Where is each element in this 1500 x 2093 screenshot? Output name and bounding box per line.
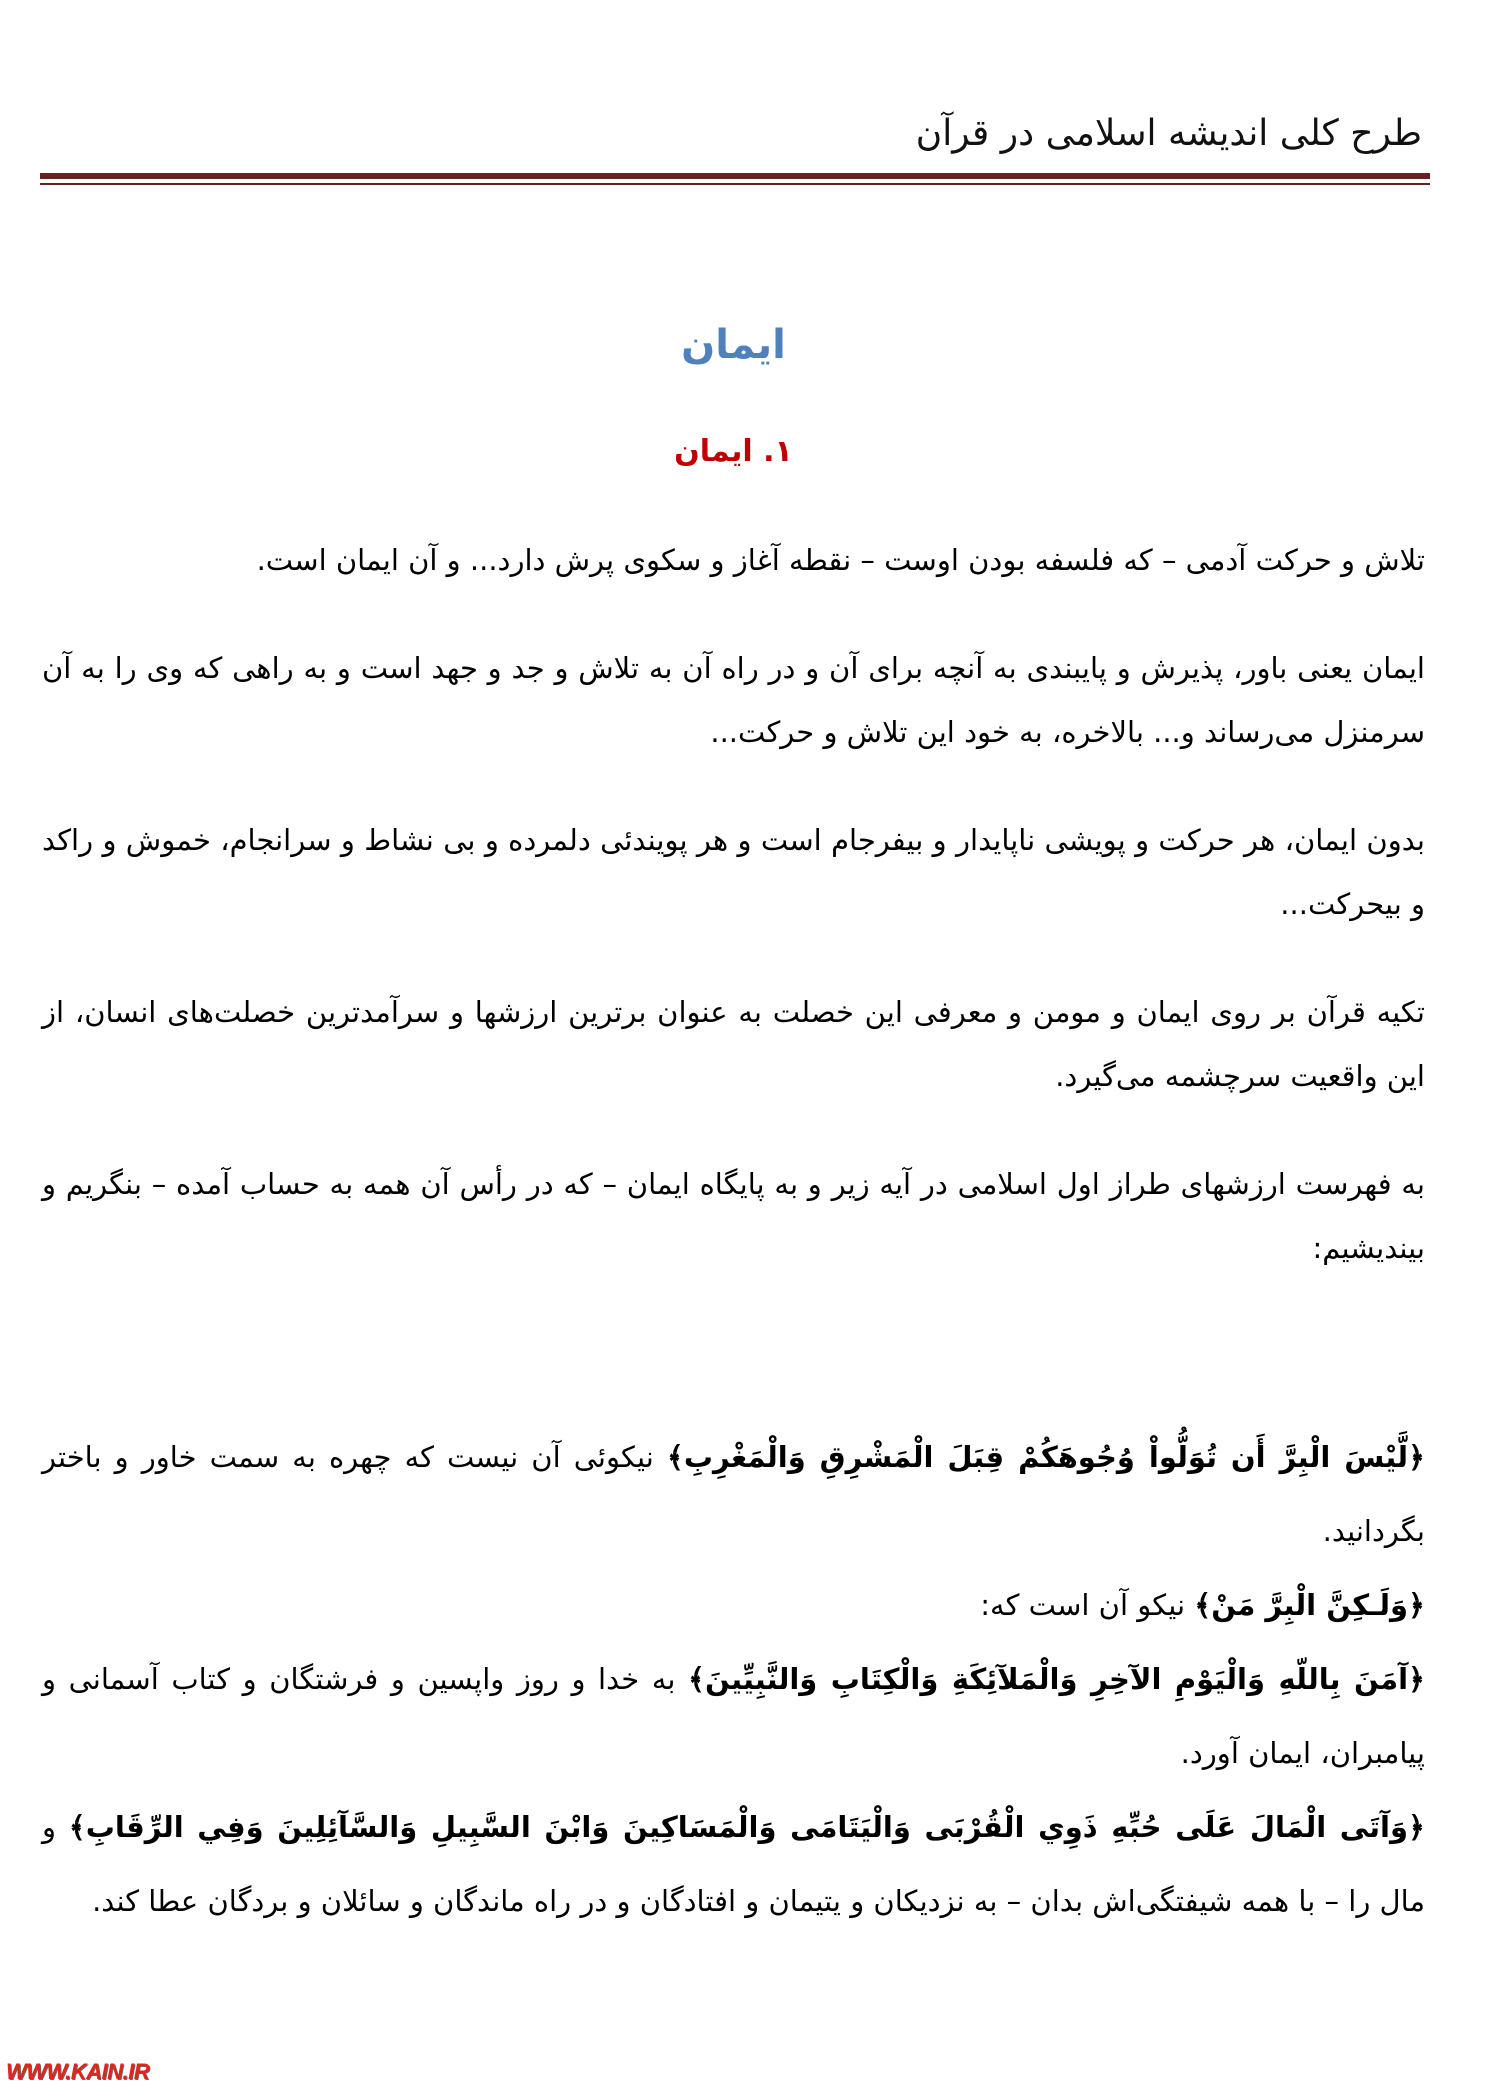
verse-1-quran-text: ﴿لَّيْسَ الْبِرَّ أَن تُوَلُّواْ وُجُوهَكُمْ قِبَلَ الْمَشْرِقِ وَالْمَغْرِبِ﴾ — [666, 1440, 1425, 1474]
body-paragraph-1: تلاش و حرکت آدمی – که فلسفه بودن اوست – نقطه آغاز و سکوی پرش دارد... و آن ایمان است. — [256, 543, 1425, 577]
site-watermark: WWW.KAIN.IR — [6, 2059, 150, 2084]
chapter-title: ایمان — [681, 322, 786, 368]
verse-3-quran-text: ﴿آمَنَ بِاللّهِ وَالْيَوْمِ الآخِرِ وَالْمَلآئِكَةِ وَالْكِتَابِ وَالنَّبِيِّينَ﴾ — [688, 1662, 1425, 1696]
header-rule-thin — [40, 183, 1430, 185]
body-paragraph-4: تکیه قرآن بر روی ایمان و مومن و معرفی این خصلت به عنوان برترین ارزشها و سرآمدترین خصلت‌های انسان، از این واقعیت سرچشمه می‌گیرد. — [42, 995, 1425, 1093]
body-paragraph-5: به فهرست ارزشهای طراز اول اسلامی در آیه زیر و به پایگاه ایمان – که در رأس آن همه به حساب آمده – بنگریم و بیندیشیم: — [42, 1167, 1425, 1265]
verse-2-translation: نیکو آن است که: — [980, 1588, 1186, 1622]
verse-4-translation: و مال را – با همه شیفتگی‌اش بدان – به نزدیکان و یتیمان و افتادگان و در راه ماندگان و سائلان و بردگان عطا کند. — [42, 1810, 1425, 1918]
verse-3 — [42, 1642, 1425, 1790]
body-paragraph-3: بدون ایمان، هر حرکت و پویشی ناپایدار و بیفرجام است و هر پویندئی دلمرده و بی نشاط و سرانجام، خموش و راکد و بیحرکت... — [42, 823, 1425, 921]
verse-block — [42, 1420, 1425, 1938]
main-content — [42, 528, 1425, 1938]
header-rule-thick — [40, 173, 1430, 179]
verse-4-quran-text: ﴿وَآتَى الْمَالَ عَلَى حُبِّهِ ذَوِي الْقُرْبَى وَالْيَتَامَى وَالْمَسَاكِينَ وَابْنَ السَّبِيلِ وَالسَّآئِلِينَ وَفِي الرِّقَابِ﴾ — [68, 1810, 1425, 1844]
verse-1 — [42, 1420, 1425, 1568]
body-paragraph-2: ایمان یعنی باور، پذیرش و پایبندی به آنچه برای آن و در راه آن به تلاش و جد و جهد است و به راهی که وی را به آن سرمنزل می‌رساند و... بالاخره، به خود این تلاش و حرکت... — [42, 651, 1425, 749]
running-header — [0, 0, 1500, 200]
verse-4 — [42, 1790, 1425, 1938]
verse-1-translation: نیکوئی آن نیست که چهره به سمت خاور و باختر بگردانید. — [42, 1440, 1425, 1548]
section-title: ۱. ایمان — [674, 434, 793, 469]
verse-2 — [42, 1568, 1425, 1642]
running-header-title: طرح کلی اندیشه اسلامی در قرآن — [915, 113, 1422, 154]
verse-2-quran-text: ﴿وَلَـكِنَّ الْبِرَّ مَنْ﴾ — [1194, 1588, 1425, 1622]
verse-3-translation: به خدا و روز واپسین و فرشتگان و کتاب آسمانی و پیامبران، ایمان آورد. — [42, 1662, 1425, 1770]
